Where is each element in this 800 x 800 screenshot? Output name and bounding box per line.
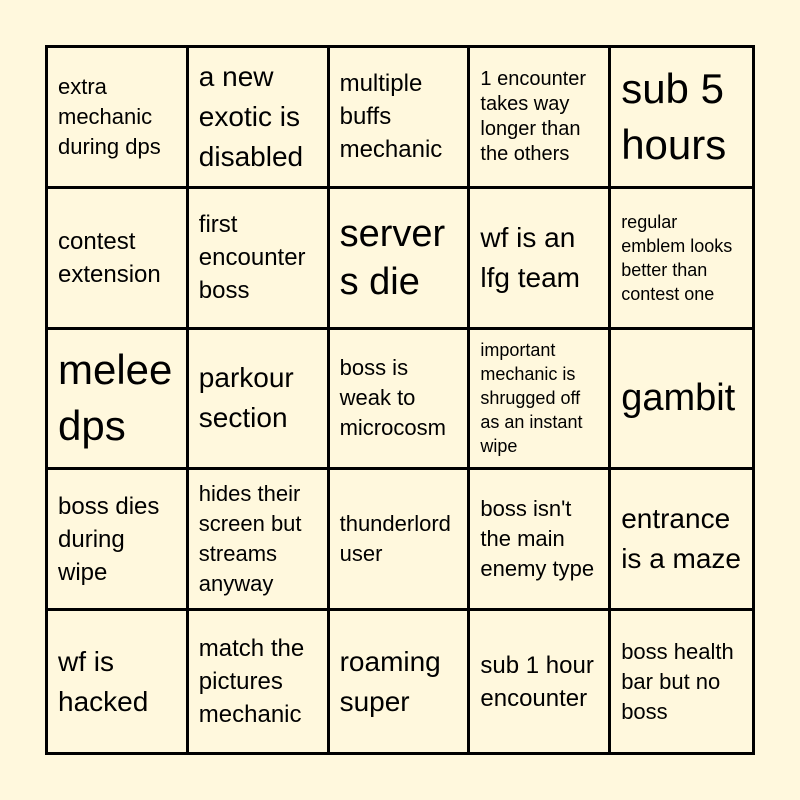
- bingo-cell[interactable]: [48, 189, 189, 330]
- bingo-cell[interactable]: [470, 330, 611, 471]
- bingo-cell-text: boss isn't the main enemy type: [480, 496, 595, 582]
- bingo-cell-text: melee dps: [58, 346, 173, 450]
- bingo-cell-text: a new exotic is disabled: [198, 60, 304, 172]
- bingo-cell[interactable]: [470, 611, 611, 752]
- bingo-cell-text: boss health bar but no boss: [621, 638, 734, 724]
- bingo-cell[interactable]: [189, 48, 330, 189]
- bingo-cell-text: match the pictures mechanic: [198, 635, 305, 729]
- bingo-cell[interactable]: [470, 189, 611, 330]
- bingo-cell-text: entrance is a maze: [621, 503, 742, 575]
- bingo-cell-text: wf is an lfg team: [480, 221, 580, 293]
- bingo-cell[interactable]: [470, 48, 611, 189]
- bingo-cell-text: regular emblem looks better than contest one: [621, 211, 733, 304]
- bingo-cell[interactable]: [189, 470, 330, 611]
- bingo-cell-text: sub 1 hour encounter: [480, 651, 594, 712]
- bingo-cell-text: hides their screen but streams anyway: [198, 481, 302, 597]
- bingo-cell-text: contest extension: [58, 227, 161, 288]
- bingo-cell[interactable]: [189, 330, 330, 471]
- bingo-cell-text: servers die: [339, 212, 446, 303]
- bingo-board: [45, 45, 755, 755]
- bingo-cell-text: sub 5 hours: [621, 64, 727, 168]
- bingo-cell-text: important mechanic is shrugged off as an instant wipe: [480, 340, 583, 457]
- bingo-cell[interactable]: [611, 611, 752, 752]
- bingo-cell[interactable]: [330, 189, 471, 330]
- bingo-cell[interactable]: [330, 330, 471, 471]
- bingo-cell[interactable]: [48, 611, 189, 752]
- bingo-cell[interactable]: [48, 470, 189, 611]
- bingo-cell[interactable]: [611, 470, 752, 611]
- bingo-cell[interactable]: [48, 48, 189, 189]
- bingo-cell-text: multiple buffs mechanic: [339, 70, 443, 164]
- bingo-cell-text: extra mechanic during dps: [58, 73, 161, 159]
- bingo-cell-text: boss dies during wipe: [58, 492, 160, 586]
- bingo-cell-text: first encounter boss: [198, 211, 306, 305]
- bingo-cell-text: roaming super: [339, 645, 441, 717]
- bingo-cell[interactable]: [330, 470, 471, 611]
- bingo-cell-text: boss is weak to microcosm: [339, 355, 446, 441]
- bingo-cell[interactable]: [330, 611, 471, 752]
- bingo-cell-text: parkour section: [198, 362, 294, 434]
- bingo-cell[interactable]: [189, 189, 330, 330]
- bingo-cell[interactable]: [611, 330, 752, 471]
- bingo-cell[interactable]: [611, 48, 752, 189]
- bingo-cell[interactable]: [611, 189, 752, 330]
- bingo-cell[interactable]: [48, 330, 189, 471]
- bingo-cell[interactable]: [470, 470, 611, 611]
- bingo-cell[interactable]: [330, 48, 471, 189]
- bingo-cell[interactable]: [189, 611, 330, 752]
- bingo-cell-text: thunderlord user: [339, 511, 451, 567]
- bingo-cell-text: wf is hacked: [58, 645, 149, 717]
- bingo-cell-text: 1 encounter takes way longer than the others: [480, 67, 587, 165]
- bingo-cell-text: gambit: [621, 377, 736, 420]
